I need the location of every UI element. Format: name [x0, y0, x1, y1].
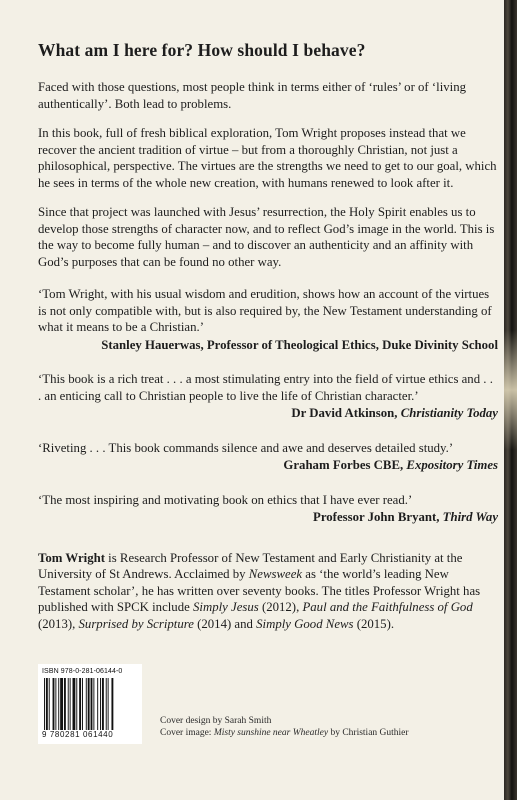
back-cover-text: [38, 40, 498, 632]
isbn-label: ISBN 978-0-281-06144-0: [42, 668, 123, 675]
cover-credits: [160, 715, 500, 739]
author-bio: Tom Wright is Research Professor of New Testament and Early Christianity at the University of St Andrews. Acclaimed by Newsweek as ‘the world’s leading New Testament scholar’, he has written over seventy books. The titles Professor Wright has published with SPCK include Simply Jesus (2012), Paul and the Faithfulness of God (2013), Surprised by Scripture (2014) and Simply Good News (2015).: [38, 550, 481, 631]
endorsement-author: Stanley Hauerwas, Professor of Theological Ethics, Duke Divinity School: [101, 337, 498, 352]
intro-paragraph-3: Since that project was launched with Jesus’ resurrection, the Holy Spirit enables us to develop those strengths of character now, and to reflect God’s image in the world. This is the way to become fully human – and to discover an authenticity and an affinity with God’s purposes that can be found no other way.: [38, 205, 495, 269]
cover-image-credit: Cover image: Misty sunshine near Wheatley by Christian Guthier: [160, 728, 409, 738]
intro-paragraph-2: In this book, full of fresh biblical exploration, Tom Wright proposes instead that we recover the ancient tradition of virtue – but from a thoroughly Christian, not just a philosophical, perspective. The virtues are the strengths we need to get to our goal, which he sees in terms of the whole new creation, with humans renewed to look after it.: [38, 126, 497, 190]
heading: What am I here for? How should I behave?: [38, 40, 366, 60]
barcode-digits: 9 780281 061440: [42, 730, 114, 739]
endorsement: [38, 440, 498, 474]
endorsement-author: Professor John Bryant, Third Way: [313, 510, 498, 524]
endorsement: [38, 492, 498, 526]
intro-paragraph-1: Faced with those questions, most people think in terms either of ‘rules’ or of ‘living authentically’. Both lead to problems.: [38, 80, 467, 111]
endorsement-text: ‘The most inspiring and motivating book on ethics that I have ever read.’: [38, 492, 413, 507]
endorsement-text: ‘Tom Wright, with his usual wisdom and erudition, shows how an account of the virtues is not only compatible with, but is also required by, the New Testament understanding of what it means to be a Christian.’: [38, 287, 492, 334]
endorsement: [38, 371, 498, 422]
cover-design-credit: Cover design by Sarah Smith: [160, 716, 272, 726]
barcode-bars: [44, 678, 136, 730]
endorsement-text: ‘This book is a rich treat . . . a most stimulating entry into the field of virtue ethics and . . . an enticing call to Christian people to live the life of Christian character.’: [38, 372, 493, 403]
isbn-barcode: [38, 664, 142, 744]
endorsement-author: Graham Forbes CBE, Expository Times: [283, 458, 498, 472]
endorsement: [38, 286, 498, 353]
cover-photo-edge: [504, 0, 517, 800]
endorsement-text: ‘Riveting . . . This book commands silence and awe and deserves detailed study.’: [38, 440, 454, 455]
endorsement-author: Dr David Atkinson, Christianity Today: [291, 406, 498, 420]
